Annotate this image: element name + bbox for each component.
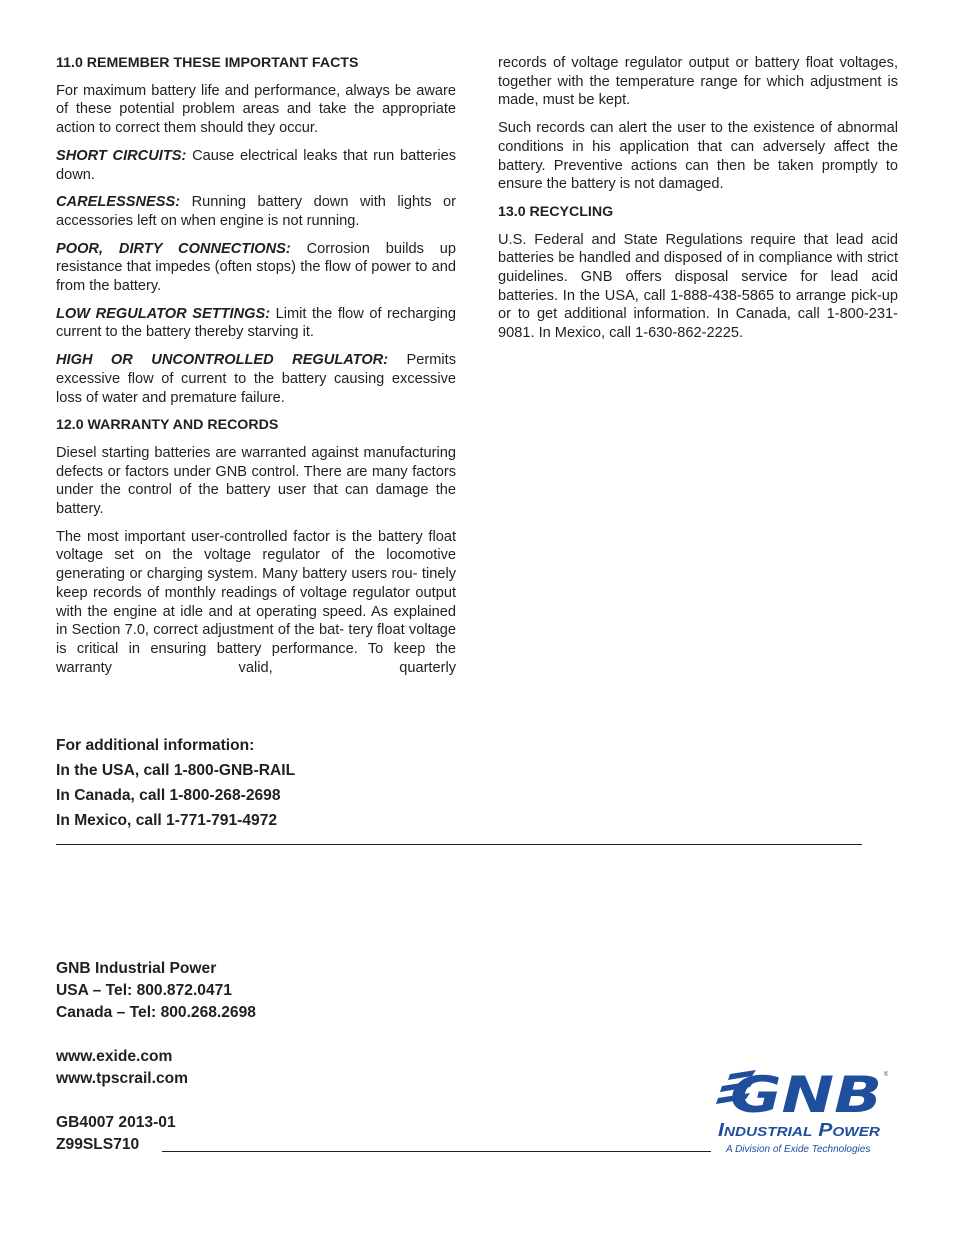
website-link-tpscrail[interactable]: www.tpscrail.com bbox=[56, 1070, 189, 1087]
logo-tagline: A Division of Exide Technologies bbox=[726, 1144, 871, 1155]
logo-brand-text: GNB bbox=[730, 1066, 882, 1124]
contact-block bbox=[56, 958, 256, 1156]
fact-low-regulator bbox=[56, 305, 456, 342]
fact-text: Running battery down with lights or accessories left on when engine is not running. bbox=[56, 194, 456, 229]
fact-carelessness bbox=[56, 193, 456, 230]
section-12-paragraph-3: records of voltage regulator output or battery float voltages, together with the temperature range for which adjustment is made, must be kept. bbox=[498, 55, 898, 109]
fact-text: Limit the flow of recharging current to the battery thereby starving it. bbox=[56, 305, 457, 341]
website-link-exide[interactable]: www.exide.com bbox=[56, 1048, 173, 1065]
right-column bbox=[498, 54, 898, 352]
registered-mark: ® bbox=[884, 1072, 888, 1078]
fact-term: LOW REGULATOR SETTINGS: bbox=[56, 305, 271, 322]
section-12-heading: 12.0 WARRANTY AND RECORDS bbox=[56, 417, 279, 434]
fact-term: SHORT CIRCUITS: bbox=[56, 147, 187, 164]
section-12-paragraph-2: The most important user-controlled factor is the battery float voltage set on the voltage regulator of the locomotive generating or charging system. Many battery users rou- tinely keep records of monthly readings of voltage regulator output with the engine at idle and at operating speed. As explained in Section 7.0, correct adjustment of the bat- tery float voltage is critical in ensuring battery performance. To keep the warranty valid, quarterly bbox=[56, 528, 456, 676]
canada-phone: Canada – Tel: 800.268.2698 bbox=[56, 1004, 256, 1021]
section-13-paragraph: U.S. Federal and State Regulations require that lead acid batteries be handled and disposed of in compliance with strict guidelines. GNB offers disposal service for lead acid batteries. In the USA, call 1-888-438-5865 to arrange pick-up or to get additional information. In Canada, call 1-800-231-9081. In Mexico, call 1-630-862-2225. bbox=[498, 231, 898, 342]
part-code: Z99SLS710 bbox=[56, 1136, 140, 1153]
fact-term: CARELESSNESS: bbox=[56, 194, 181, 211]
footer-line bbox=[162, 1151, 711, 1152]
fact-high-regulator bbox=[56, 351, 456, 407]
section-11-heading: 11.0 REMEMBER THESE IMPORTANT FACTS bbox=[56, 55, 359, 71]
section-12-paragraph-4: Such records can alert the user to the existence of abnormal conditions in his application that can adversely affect the battery. Preventive actions can then be taken promptly to ensure the battery is not damaged. bbox=[498, 120, 898, 193]
document-code: GB4007 2013-01 bbox=[56, 1114, 176, 1131]
divider-line bbox=[56, 844, 862, 845]
fact-text: Permits excessive flow of current to the battery causing excessive loss of water and premature failure. bbox=[56, 352, 457, 406]
additional-info-block bbox=[56, 733, 295, 833]
fact-term: POOR, DIRTY CONNECTIONS: bbox=[56, 240, 291, 257]
additional-info-usa: In the USA, call 1-800-GNB-RAIL bbox=[56, 762, 296, 779]
fact-term: HIGH OR UNCONTROLLED REGULATOR: bbox=[56, 352, 389, 369]
section-12-paragraph-1: Diesel starting batteries are warranted against manufacturing defects or factors under GNB control. There are many factors under the control of the battery user that can damage the battery. bbox=[56, 444, 456, 518]
fact-poor-connections bbox=[56, 240, 456, 296]
left-column bbox=[56, 54, 456, 686]
additional-info-mexico: In Mexico, call 1-771-791-4972 bbox=[56, 812, 278, 829]
fact-short-circuits bbox=[56, 147, 456, 184]
section-11-intro: For maximum battery life and performance, always be aware of these potential problem areas and take the appropriate action to correct them should they occur. bbox=[56, 82, 456, 137]
fact-text: Cause electrical leaks that run batteries down. bbox=[56, 147, 456, 183]
section-13-heading: 13.0 RECYCLING bbox=[498, 203, 614, 220]
additional-info-canada: In Canada, call 1-800-268-2698 bbox=[56, 787, 281, 804]
usa-phone: USA – Tel: 800.872.0471 bbox=[56, 982, 232, 999]
additional-info-title: For additional information: bbox=[56, 737, 255, 754]
fact-text: Corrosion builds up resistance that impedes (often stops) the flow of power to and from the battery. bbox=[56, 240, 456, 295]
company-name: GNB Industrial Power bbox=[56, 960, 217, 977]
gnb-logo bbox=[716, 1066, 888, 1156]
logo-industrial-power-text: Industrial Power bbox=[718, 1120, 881, 1140]
